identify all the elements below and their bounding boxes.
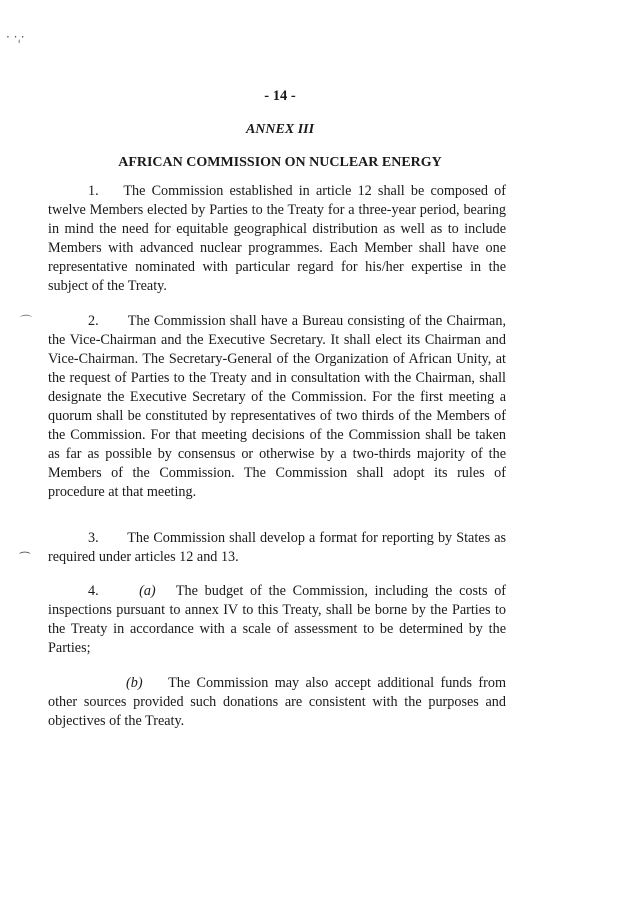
- paragraph-number: 3.: [88, 530, 99, 546]
- paragraph-2: [48, 312, 506, 502]
- paragraph-4a: [48, 582, 506, 658]
- paragraph-text: The Commission shall have a Bureau consisting of the Chairman, the Vice-Chairman and the Executive Secretary. It shall elect its Chairman and Vice-Chairman. The Secretary-General of the Organization of African Unity, at the request of Parties to the Treaty and in consultation with the Chairman, shall designate the Executive Secretary of the Commission. For the first meeting a quorum shall be constituted by representatives of two thirds of the Members of the Commission. For that meeting decisions of the Commission shall be taken as far as possible by consensus or otherwise by a two-thirds majority of the Members of the Commission. The Commission shall adopt its rules of procedure at that meeting.: [48, 313, 506, 500]
- subparagraph-label: (b): [126, 675, 143, 691]
- scan-mark: · ·ˌ·: [6, 30, 25, 44]
- paragraph-number: 4.: [88, 583, 99, 599]
- paragraph-text: The budget of the Commission, including the costs of inspections pursuant to annex IV to this Treaty, shall be borne by the Parties to the Treaty in accordance with a scale of assessment to be determined by the Parties;: [48, 583, 507, 656]
- paragraph-3: [48, 529, 506, 567]
- paragraph-text: The Commission shall develop a format for reporting by States as required under articles 12 and 13.: [48, 530, 507, 565]
- document-title: AFRICAN COMMISSION ON NUCLEAR ENERGY: [118, 155, 442, 170]
- paragraph-text: The Commission established in article 12 shall be composed of twelve Members elected by Parties to the Treaty for a three-year period, bearing in mind the need for equitable geographical distribution as well as to include Members with advanced nuclear programmes. Each Member shall have one representative nominated with particular regard for his/her expertise in the subject of the Treaty.: [48, 183, 506, 294]
- paragraph-1: [48, 182, 506, 296]
- paragraph-4b: [48, 674, 506, 731]
- paragraph-number: 1.: [88, 183, 99, 199]
- scan-mark: ⌒: [20, 314, 33, 328]
- scan-mark: ⁀: [20, 552, 30, 566]
- subparagraph-label: (a): [139, 583, 156, 599]
- annex-title: ANNEX III: [245, 122, 315, 137]
- paragraph-number: 2.: [88, 313, 99, 329]
- page-number: - 14 -: [264, 88, 296, 104]
- paragraph-text: The Commission may also accept additional funds from other sources provided such donations are consistent with the purposes and objectives of the Treaty.: [48, 675, 506, 729]
